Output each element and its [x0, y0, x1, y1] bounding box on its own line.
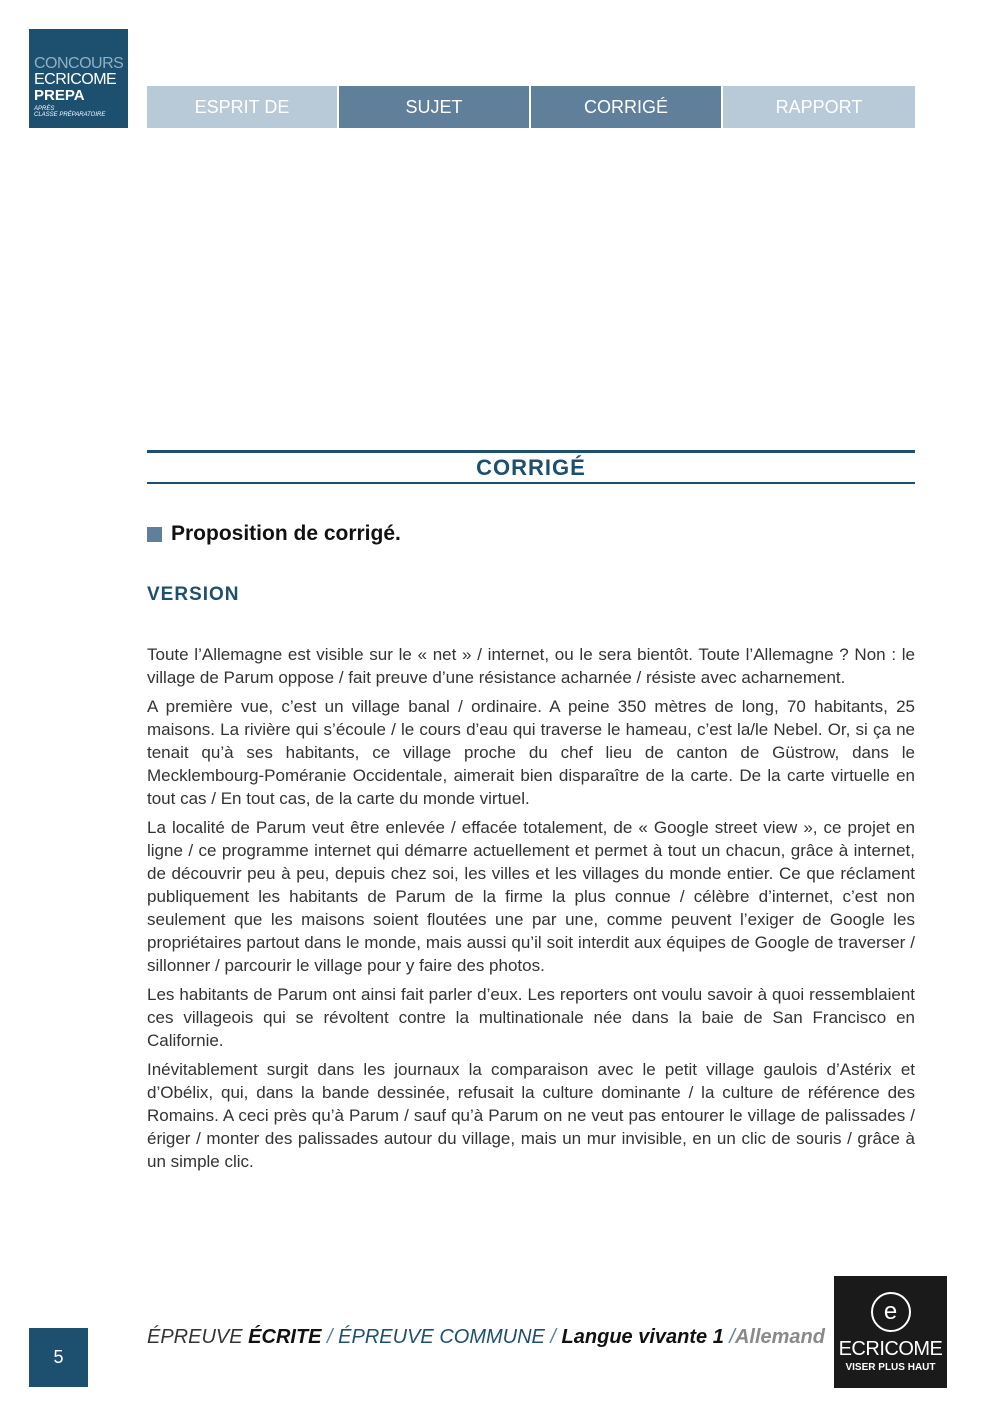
- tab-rapport[interactable]: RAPPORT: [723, 86, 915, 128]
- footer-epreuve: ÉPREUVE: [147, 1326, 249, 1348]
- footer-sep: /: [723, 1326, 735, 1348]
- subheading: [147, 522, 401, 546]
- version-heading: VERSION: [147, 584, 240, 605]
- footer-ecrite: ÉCRITE: [248, 1326, 322, 1348]
- footer-sep: /: [321, 1326, 339, 1348]
- tab-corrige[interactable]: CORRIGÉ: [531, 86, 723, 128]
- section-title: CORRIGÉ: [147, 450, 915, 484]
- ecricome-e-icon: e: [871, 1292, 911, 1332]
- paragraph: Inévitablement surgit dans les journaux la comparaison avec le petit village gaulois d’Astérix et d’Obélix, qui, dans la bande dessinée, refusait la culture dominante / la culture de référence des Romains. A ceci près qu’à Parum / sauf qu’à Parum on ne veut pas entourer le village de palissades / ériger / monter des palissades autour du village, mais un mur invisible, en un clic de souris / grâce à un simple clic.: [147, 1060, 915, 1171]
- footer-exam-line: [147, 1326, 825, 1349]
- tab-sujet[interactable]: SUJET: [339, 86, 531, 128]
- footer-langue: Langue vivante 1: [561, 1326, 724, 1348]
- logo-tagline: VISER PLUS HAUT: [845, 1362, 936, 1373]
- translation-body: [147, 643, 915, 1179]
- footer-commune: COMMUNE: [439, 1326, 545, 1348]
- subheading-text: Proposition de corrigé.: [171, 522, 401, 545]
- logo-line-apres: APRÈS: [34, 106, 55, 112]
- section-tabs: [147, 86, 915, 159]
- logo-line-concours: CONCOURS: [34, 55, 124, 72]
- ecricome-prepa-logo: [29, 29, 128, 128]
- ecricome-logo: [834, 1276, 947, 1388]
- page-number: 5: [29, 1328, 88, 1387]
- tab-esprit-epreuve[interactable]: ESPRIT DE L’ÉPREUVE: [147, 86, 339, 128]
- paragraph: Les habitants de Parum ont ainsi fait parler d’eux. Les reporters ont voulu savoir à quoi ressemblaient ces villageois qui se révoltent contre la multinationale née dans la baie de San Francisco en Californie.: [147, 985, 915, 1050]
- footer-epreuve-2: ÉPREUVE: [338, 1326, 440, 1348]
- footer-allemand: Allemand: [734, 1326, 825, 1348]
- logo-line-ecricome: ECRICOME: [34, 71, 117, 88]
- logo-name: ECRICOME: [838, 1338, 943, 1360]
- paragraph: Toute l’Allemagne est visible sur le « net » / internet, ou le sera bientôt. Toute l’Allemagne ? Non : le village de Parum oppose / fait preuve d’une résistance acharnée / résiste avec acharnement.: [147, 645, 915, 687]
- square-bullet-icon: [147, 527, 162, 542]
- paragraph: La localité de Parum veut être enlevée / effacée totalement, de « Google street view », ce projet en ligne / ce programme internet qui démarre actuellement et permet à tout un chacun, grâce à internet, de découvrir peu à peu, depuis chez soi, les villes et les villages du monde entier. Ce que réclament publiquement les habitants de Parum de la firme la plus connue / célèbre d’internet, c’est non seulement que les maisons soient floutées une par une, comme peuvent l’exiger de Google les propriétaires partout dans le monde, mais aussi qu’il soit interdit aux équipes de Google de traverser / sillonner / parcourir le village pour y faire des photos.: [147, 818, 915, 975]
- logo-line-classe: CLASSE PRÉPARATOIRE: [34, 112, 106, 118]
- paragraph: A première vue, c’est un village banal / ordinaire. A peine 350 mètres de long, 70 habitants, 25 maisons. La rivière qui s’écoule / le cours d’eau qui traverse le hameau, c’est la/le Nebel. Or, si ça ne tenait qu’à ses habitants, ce village proche du chef lieu de canton de Güstrow, dans le Mecklembourg-Poméranie Occidentale, aimerait bien disparaître de la carte. De la carte virtuelle en tout cas / En tout cas, de la carte du monde virtuel.: [147, 697, 915, 808]
- logo-line-prepa: PREPA: [34, 87, 85, 104]
- footer-sep: /: [544, 1326, 562, 1348]
